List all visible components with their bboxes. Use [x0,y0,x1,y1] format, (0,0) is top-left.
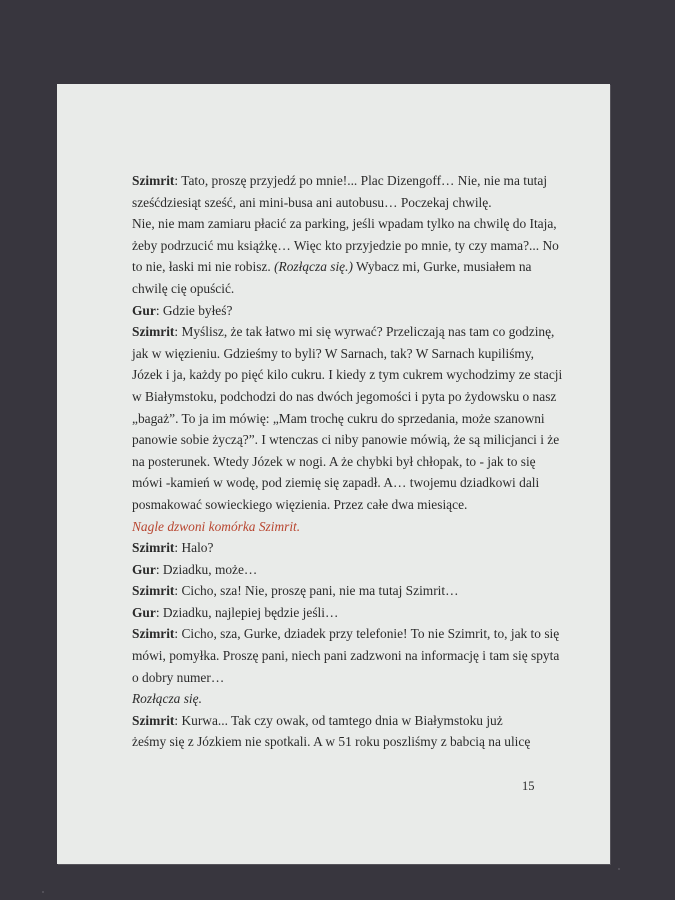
page-number: 15 [522,779,535,793]
text-line: Nie, nie mam zamiaru płacić za parking, jeśli wpadam tylko na chwilę do Itaja, [132,216,557,232]
dialogue-text: Wybacz mi, Gurke, musiałem na [352,259,532,275]
dialogue-text: : Halo? [174,540,214,556]
speaker-name: Szimrit [132,540,175,556]
dialogue-text: : Dziadku, może… [155,561,258,577]
dialogue-text: : Kurwa... Tak czy owak, od tamtego dnia w Białymstoku już [174,712,503,728]
text-line: w Białymstoku, podchodzi do nas dwóch jegomości i pyta po żydowsku o nasz [132,388,557,404]
dialogue-text: : Dziadku, najlepiej będzie jeśli… [155,604,339,620]
scan-speck [42,891,44,893]
text-line: żeśmy się z Józkiem nie spotkali. A w 51 roku poszliśmy z babcią na ulicę [132,734,531,750]
stage-direction: Nagle dzwoni komórka Szimrit. [132,518,301,534]
text-line: posmakować sowieckiego więzienia. Przez całe dwa miesiące. [132,496,468,512]
text-line [132,710,552,732]
text-line: jak w więzieniu. Gdzieśmy to byli? W Sarnach, tak? W Sarnach kupiliśmy, [132,345,534,361]
dialogue-text: : Tato, proszę przyjedź po mnie!... Plac Dizengoff… Nie, nie ma tutaj [174,173,548,188]
text-line [132,559,552,581]
text-line: o dobry numer… [132,669,225,685]
speaker-name: Szimrit [132,173,175,188]
text-line [132,602,552,624]
dialogue-text: : Myślisz, że tak łatwo mi się wyrwać? Przeliczają nas tam co godzinę, [174,324,555,340]
speaker-name: Gur [132,604,156,620]
scan-speck [618,868,620,870]
speaker-name: Szimrit [132,712,175,728]
text-line: na posterunek. Wtedy Józek w nogi. A że chybki był chłopak, to - jak to się [132,453,536,469]
text-line: chwilę cię opuścić. [132,280,235,296]
document-page [57,84,610,864]
text-line [132,256,552,278]
text-line [132,321,555,343]
speaker-name: Szimrit [132,324,175,340]
text-line [132,170,552,192]
dialogue-text: : Cicho, sza, Gurke, dziadek przy telefonie! To nie Szimrit, to, jak to się [174,626,560,642]
dialogue-text: : Gdzie byłeś? [155,302,233,318]
speaker-name: Szimrit [132,626,175,642]
dialogue-text: to nie, łaski mi nie robisz. [132,259,275,275]
stage-direction: Rozłącza się. [132,691,202,707]
text-line [132,537,552,559]
stage-direction-inline: (Rozłącza się.) [274,259,353,275]
text-line: mówi -kamień w wodę, pod ziemię się zapadł. A… twojemu dziadkowi dali [132,475,540,491]
speaker-name: Gur [132,561,156,577]
speaker-name: Szimrit [132,583,175,599]
text-line [132,300,552,322]
text-line: panowie sobie życzą?”. I wtenczas ci niby panowie mówią, że są milicjanci i że [132,432,560,448]
text-line: „bagaż”. To ja im mówię: „Mam trochę cukru do sprzedania, może szanowni [132,410,545,426]
speaker-name: Gur [132,302,156,318]
text-line [132,580,552,602]
text-line: sześćdziesiąt sześć, ani mini-busa ani autobusu… Poczekaj chwilę. [132,194,492,210]
text-line: żeby podrzucić mu książkę… Więc kto przyjedzie po mnie, ty czy mama?... No [132,237,559,253]
dialogue-text: : Cicho, sza! Nie, proszę pani, nie ma tutaj Szimrit… [174,583,459,599]
text-line: mówi, pomyłka. Proszę pani, niech pani zadzwoni na informację i tam się spyta [132,648,560,664]
text-line [132,623,560,645]
page-body [132,170,563,753]
text-line: Józek i ja, każdy po pięć kilo cukru. I kiedy z tym cukrem wychodzimy ze stacji [132,367,563,383]
